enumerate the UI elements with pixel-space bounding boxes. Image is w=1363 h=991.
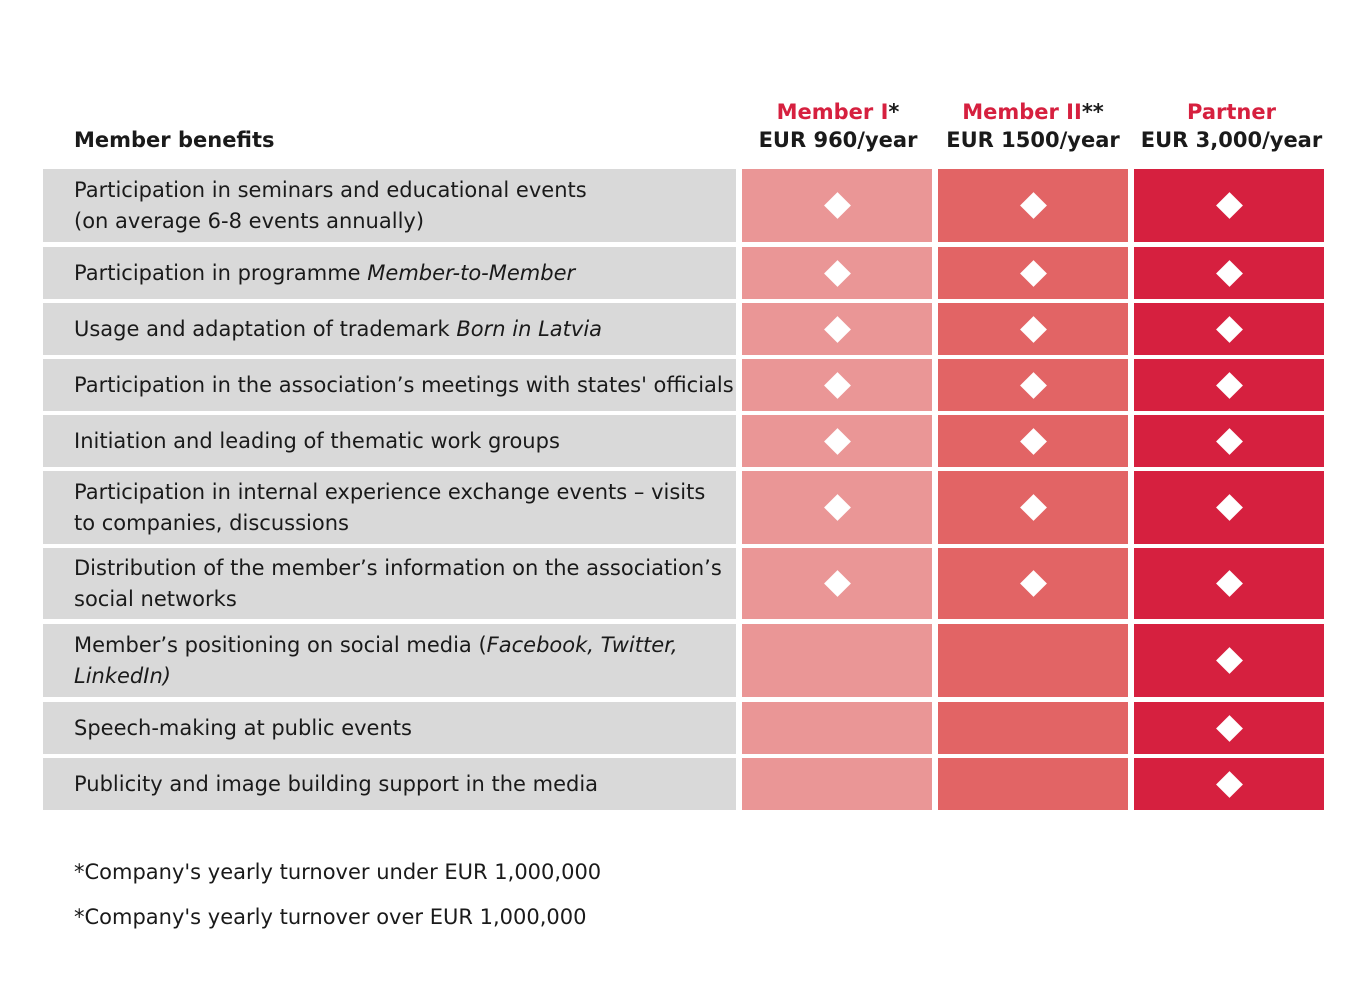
benefit-label-cell	[43, 471, 736, 544]
table-row	[43, 169, 1324, 242]
benefit-label-text: Participation in the association’s meetings with states' officials	[74, 372, 734, 397]
benefit-label-text: Participation in seminars and educational events (on average 6-8 events annually)	[74, 177, 587, 233]
plan-name: Partner	[1187, 100, 1276, 124]
diamond-icon	[1020, 372, 1047, 399]
diamond-icon	[1216, 647, 1243, 674]
table-row	[43, 415, 1324, 467]
plan-asterisk: **	[1081, 100, 1104, 124]
diamond-icon	[824, 260, 851, 287]
table-row	[43, 702, 1324, 754]
benefit-label	[74, 175, 587, 237]
member-i-cell	[742, 471, 932, 544]
plan-name: Member I	[776, 100, 889, 124]
diamond-icon	[1020, 192, 1047, 219]
benefit-label	[74, 370, 734, 401]
table-row	[43, 758, 1324, 810]
member-ii-cell	[938, 359, 1128, 411]
diamond-icon	[824, 428, 851, 455]
table-row	[43, 471, 1324, 544]
member-ii-cell	[938, 169, 1128, 242]
benefit-label	[74, 713, 412, 744]
plan-price: EUR 3,000/year	[1140, 128, 1323, 152]
member-ii-cell	[938, 471, 1128, 544]
diamond-icon	[1216, 494, 1243, 521]
diamond-icon	[1216, 428, 1243, 455]
benefit-label-cell	[43, 247, 736, 299]
benefit-label-cell	[43, 415, 736, 467]
benefit-label-cell	[43, 702, 736, 754]
member-i-cell	[742, 303, 932, 355]
partner-cell	[1134, 624, 1324, 697]
plan-header-member-ii	[938, 98, 1128, 154]
diamond-icon	[1216, 771, 1243, 798]
benefit-label	[74, 477, 705, 539]
diamond-icon	[1020, 428, 1047, 455]
partner-cell	[1134, 303, 1324, 355]
benefit-label-text: Usage and adaptation of trademark	[74, 316, 457, 341]
plan-header-partner	[1134, 98, 1329, 154]
diamond-icon	[824, 316, 851, 343]
benefit-label	[74, 314, 602, 345]
member-i-cell	[742, 758, 932, 810]
benefit-label-text: Participation in programme	[74, 260, 368, 285]
diamond-icon	[1020, 260, 1047, 287]
plan-name: Member II	[962, 100, 1082, 124]
member-ii-cell	[938, 702, 1128, 754]
diamond-icon	[1216, 372, 1243, 399]
benefit-label	[74, 630, 678, 692]
partner-cell	[1134, 758, 1324, 810]
diamond-icon	[1216, 715, 1243, 742]
diamond-icon	[824, 372, 851, 399]
member-i-cell	[742, 415, 932, 467]
table-row	[43, 303, 1324, 355]
partner-cell	[1134, 169, 1324, 242]
benefit-label-text: Speech-making at public events	[74, 715, 412, 740]
benefit-label-italic: Facebook, Twitter, LinkedIn)	[74, 632, 678, 688]
member-i-cell	[742, 624, 932, 697]
member-ii-cell	[938, 624, 1128, 697]
benefit-label-cell	[43, 624, 736, 697]
member-i-cell	[742, 169, 932, 242]
partner-cell	[1134, 359, 1324, 411]
benefit-label-text: Initiation and leading of thematic work groups	[74, 428, 560, 453]
benefit-label-cell	[43, 758, 736, 810]
diamond-icon	[824, 494, 851, 521]
member-i-cell	[742, 247, 932, 299]
member-i-cell	[742, 702, 932, 754]
table-row	[43, 624, 1324, 697]
benefit-label-text: Distribution of the member’s information on the association’s social networks	[74, 555, 722, 611]
diamond-icon	[1020, 316, 1047, 343]
benefit-label-text: Member’s positioning on social media (	[74, 632, 487, 657]
benefit-label-cell	[43, 548, 736, 619]
benefit-label-text: Participation in internal experience exchange events – visits to companies, discussions	[74, 479, 706, 535]
benefit-label	[74, 769, 598, 800]
benefit-label	[74, 258, 575, 289]
plan-price: EUR 1500/year	[946, 128, 1120, 152]
diamond-icon	[824, 192, 851, 219]
table-row	[43, 548, 1324, 619]
diamond-icon	[824, 570, 851, 597]
diamond-icon	[1216, 316, 1243, 343]
member-ii-cell	[938, 758, 1128, 810]
partner-cell	[1134, 702, 1324, 754]
table-row	[43, 247, 1324, 299]
diamond-icon	[1216, 570, 1243, 597]
benefit-label	[74, 426, 560, 457]
diamond-icon	[1216, 260, 1243, 287]
benefit-label-italic: Born in Latvia	[456, 316, 603, 341]
member-ii-cell	[938, 247, 1128, 299]
benefit-label-text: Publicity and image building support in the media	[74, 771, 599, 796]
member-benefits-heading: Member benefits	[74, 128, 275, 152]
partner-cell	[1134, 247, 1324, 299]
member-ii-cell	[938, 548, 1128, 619]
partner-cell	[1134, 415, 1324, 467]
plan-header-member-i	[743, 98, 933, 154]
diamond-icon	[1020, 570, 1047, 597]
benefit-label	[74, 553, 722, 615]
member-i-cell	[742, 359, 932, 411]
footnote-member-i: *Company's yearly turnover under EUR 1,000,000	[74, 860, 602, 884]
member-ii-cell	[938, 415, 1128, 467]
benefit-label-italic: Member-to-Member	[367, 260, 576, 285]
partner-cell	[1134, 471, 1324, 544]
benefit-label-cell	[43, 359, 736, 411]
benefit-label-cell	[43, 303, 736, 355]
plan-price: EUR 960/year	[758, 128, 918, 152]
benefit-label-cell	[43, 169, 736, 242]
member-i-cell	[742, 548, 932, 619]
diamond-icon	[1216, 192, 1243, 219]
member-ii-cell	[938, 303, 1128, 355]
footnote-member-ii: *Company's yearly turnover over EUR 1,000,000	[74, 905, 587, 929]
partner-cell	[1134, 548, 1324, 619]
table-row	[43, 359, 1324, 411]
plan-asterisk: *	[888, 100, 900, 124]
diamond-icon	[1020, 494, 1047, 521]
